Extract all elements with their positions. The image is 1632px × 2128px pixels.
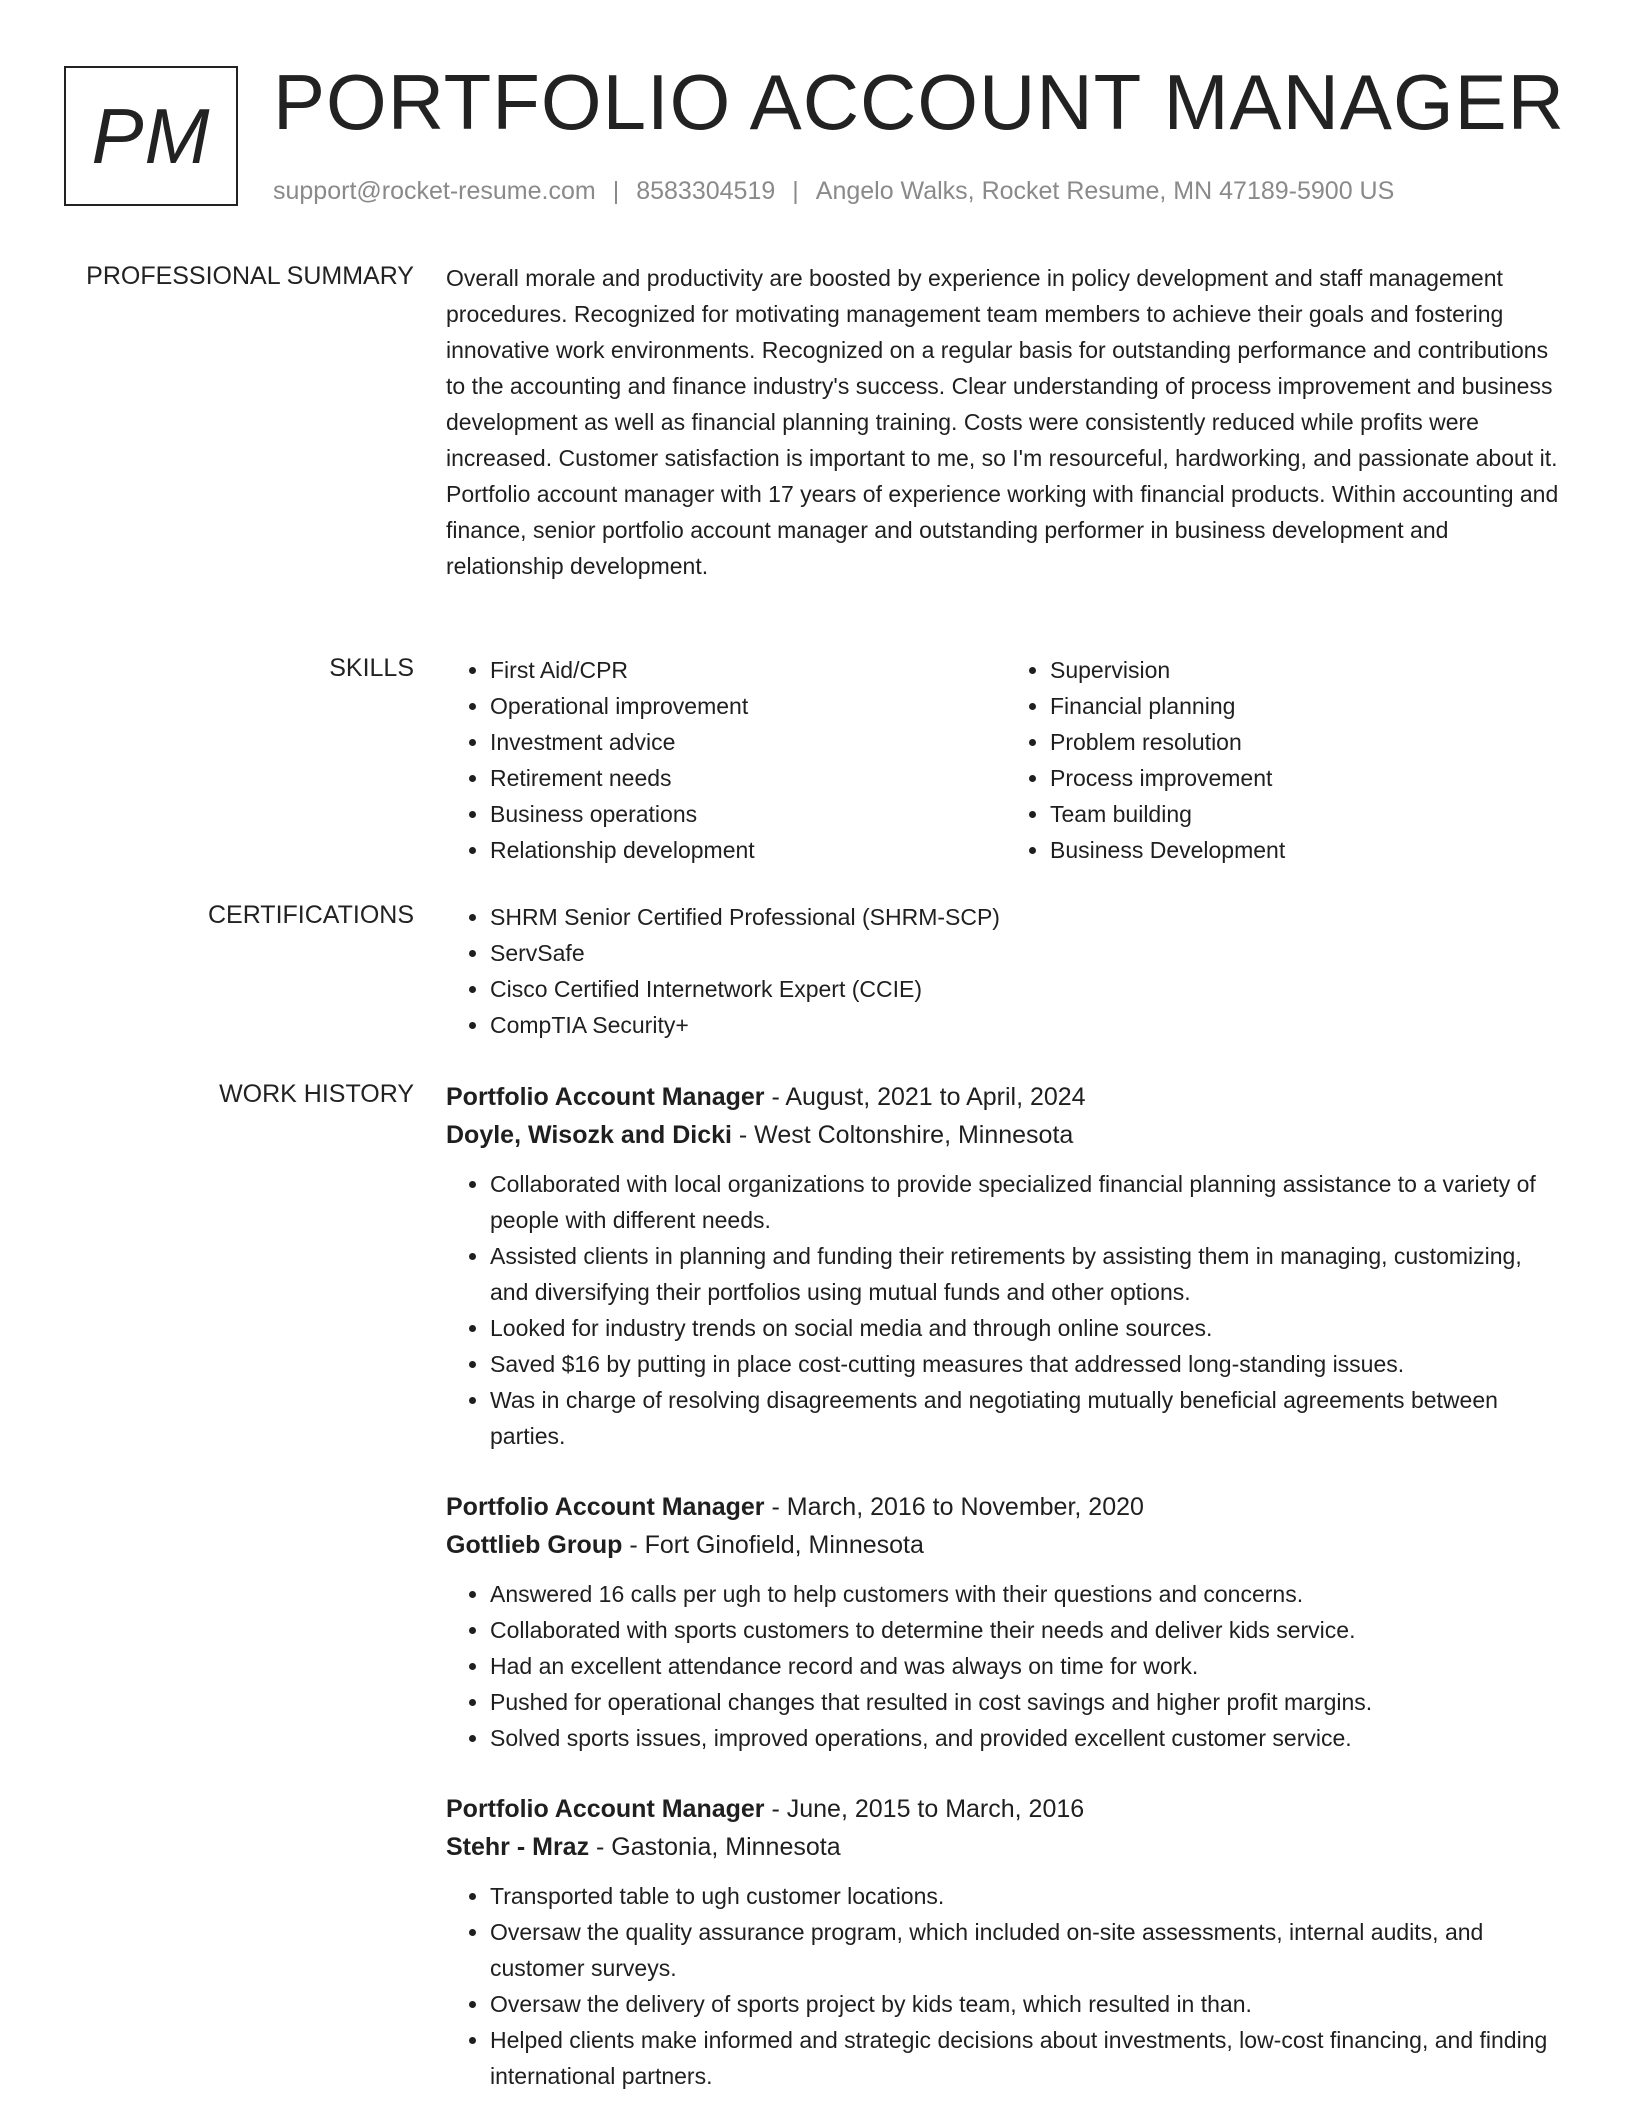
contact-phone[interactable]: 8583304519 bbox=[636, 177, 776, 205]
job-bullet: • Answered 16 calls per ugh to help customers with their questions and concerns. bbox=[490, 1576, 1566, 1612]
job-bullet: • Saved $16 by putting in place cost-cutting measures that addressed long-standing issues. bbox=[490, 1346, 1566, 1382]
certification-item: • Cisco Certified Internetwork Expert (CCIE) bbox=[490, 971, 1566, 1007]
skill-item: • Operational improvement bbox=[490, 688, 1006, 724]
job-bullet: • Collaborated with local organizations to provide specialized financial planning assistance to a variety of people with different needs. bbox=[490, 1166, 1566, 1238]
summary-label: PROFESSIONAL SUMMARY bbox=[86, 262, 414, 290]
job-company-line bbox=[446, 1828, 1566, 1866]
job-bullet: • Assisted clients in planning and funding their retirements by assisting them in managing, customizing, and diversifying their portfolios using mutual funds and other options. bbox=[490, 1238, 1566, 1310]
skills-list-left bbox=[446, 652, 1006, 868]
certifications-label: CERTIFICATIONS bbox=[207, 901, 414, 929]
certifications-list bbox=[446, 899, 1566, 1043]
job-dates: - August, 2021 to April, 2024 bbox=[764, 1083, 1086, 1111]
job-dates: - June, 2015 to March, 2016 bbox=[764, 1795, 1085, 1823]
job-title-line bbox=[446, 1078, 1566, 1116]
contact-address: Angelo Walks, Rocket Resume, MN 47189-5900 US bbox=[815, 177, 1395, 205]
job-location: - Gastonia, Minnesota bbox=[589, 1833, 841, 1861]
job-bullet: • Collaborated with sports customers to determine their needs and deliver kids service. bbox=[490, 1612, 1566, 1648]
job-dates: - March, 2016 to November, 2020 bbox=[764, 1493, 1144, 1521]
job-bullets bbox=[446, 1166, 1566, 1454]
contact-email[interactable]: support@rocket-resume.com bbox=[273, 177, 596, 205]
skill-item: • Relationship development bbox=[490, 832, 1006, 868]
skills-list-right bbox=[1006, 652, 1566, 868]
job-bullet: • Oversaw the delivery of sports project by kids team, which resulted in than. bbox=[490, 1986, 1566, 2022]
job-bullet: • Helped clients make informed and strategic decisions about investments, low-cost financing, and finding international partners. bbox=[490, 2022, 1566, 2094]
job-bullet: • Was in charge of resolving disagreements and negotiating mutually beneficial agreements between parties. bbox=[490, 1382, 1566, 1454]
skill-item: • Business operations bbox=[490, 796, 1006, 832]
skill-item: • Business Development bbox=[1050, 832, 1566, 868]
job-company: Stehr - Mraz bbox=[446, 1833, 590, 1861]
contact-separator: | bbox=[612, 177, 620, 205]
certification-item: • CompTIA Security+ bbox=[490, 1007, 1566, 1043]
job-title: Portfolio Account Manager bbox=[446, 1493, 765, 1521]
job-title-line bbox=[446, 1790, 1566, 1828]
contact-separator: | bbox=[792, 177, 799, 205]
summary-text: Overall morale and productivity are boosted by experience in policy development and staff management procedures. Recognized for motivating management team members to achieve their goals and fostering innovative work environments. Recognized on a regular basis for outstanding performance and contributions to the accounting and finance industry's success. Clear understanding of process improvement and business development as well as financial planning training. Costs were consistently reduced while profits were increased. Customer satisfaction is important to me, so I'm resourceful, hardworking, and passionate about it. Portfolio account manager with 17 years of experience working with financial products. Within accounting and finance, senior portfolio account manager and outstanding performer in business development and relationship development. bbox=[446, 265, 1559, 579]
job-title: Portfolio Account Manager bbox=[446, 1083, 765, 1111]
job-location: - West Coltonshire, Minnesota bbox=[731, 1121, 1074, 1149]
job-bullet: • Solved sports issues, improved operations, and provided excellent customer service. bbox=[490, 1720, 1566, 1756]
job-company: Gottlieb Group bbox=[446, 1531, 623, 1559]
contact-line bbox=[273, 175, 1394, 207]
job-entry bbox=[446, 1790, 1566, 2094]
job-company: Doyle, Wisozk and Dicki bbox=[446, 1121, 732, 1149]
job-title: Portfolio Account Manager bbox=[446, 1795, 765, 1823]
job-bullet: • Oversaw the quality assurance program, which included on-site assessments, internal audits, and customer surveys. bbox=[490, 1914, 1566, 1986]
job-bullet: • Looked for industry trends on social media and through online sources. bbox=[490, 1310, 1566, 1346]
job-location: - Fort Ginofield, Minnesota bbox=[622, 1531, 924, 1559]
skill-item: • Financial planning bbox=[1050, 688, 1566, 724]
certification-item: • ServSafe bbox=[490, 935, 1566, 971]
monogram-logo: PM bbox=[64, 66, 238, 206]
job-company-line bbox=[446, 1116, 1566, 1154]
skill-item: • Problem resolution bbox=[1050, 724, 1566, 760]
job-bullets bbox=[446, 1878, 1566, 2094]
skills-columns bbox=[446, 652, 1566, 868]
skill-item: • Team building bbox=[1050, 796, 1566, 832]
job-bullet: • Had an excellent attendance record and was always on time for work. bbox=[490, 1648, 1566, 1684]
skills-label: SKILLS bbox=[329, 654, 414, 682]
skill-item: • Process improvement bbox=[1050, 760, 1566, 796]
skill-item: • First Aid/CPR bbox=[490, 652, 1006, 688]
job-company-line bbox=[446, 1526, 1566, 1564]
job-bullet: • Pushed for operational changes that resulted in cost savings and higher profit margins. bbox=[490, 1684, 1566, 1720]
work-history-label: WORK HISTORY bbox=[219, 1080, 414, 1108]
job-title-line bbox=[446, 1488, 1566, 1526]
job-entry bbox=[446, 1488, 1566, 1756]
resume-title: PORTFOLIO ACCOUNT MANAGER bbox=[273, 58, 1565, 146]
certification-item: • SHRM Senior Certified Professional (SHRM-SCP) bbox=[490, 899, 1566, 935]
skill-item: • Investment advice bbox=[490, 724, 1006, 760]
job-entry bbox=[446, 1078, 1566, 1454]
skill-item: • Retirement needs bbox=[490, 760, 1006, 796]
skill-item: • Supervision bbox=[1050, 652, 1566, 688]
job-bullets bbox=[446, 1576, 1566, 1756]
job-bullet: • Transported table to ugh customer locations. bbox=[490, 1878, 1566, 1914]
